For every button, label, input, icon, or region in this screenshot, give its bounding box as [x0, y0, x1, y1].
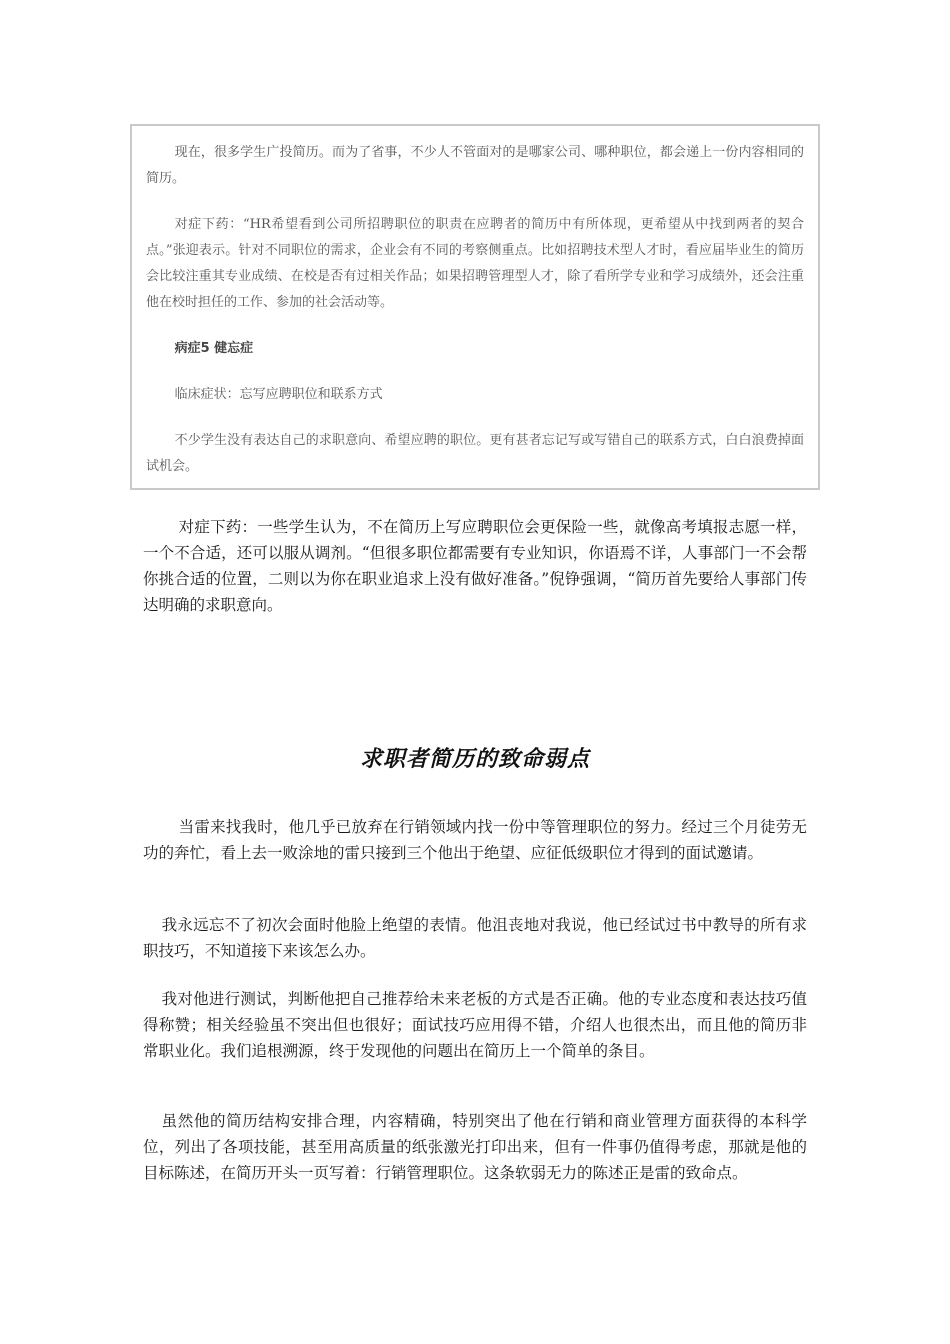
article-paragraph: 当雷来找我时，他几乎已放弃在行销领域内找一份中等管理职位的努力。经过三个月徒劳无功的奔忙，看上去一败涂地的雷只接到三个他出于绝望、应征低级职位才得到的面试邀请。: [143, 818, 807, 862]
article-paragraph: 虽然他的简历结构安排合理，内容精确，特别突出了他在行销和商业管理方面获得的本科学位，列出了各项技能，甚至用高质量的纸张激光打印出来，但有一件事仍值得考虑，那就是他的目标陈述，在简历开头一页写着：行销管理职位。这条软弱无力的陈述正是雷的致命点。: [143, 1112, 807, 1182]
article-paragraph: 我对他进行测试，判断他把自己推荐给未来老板的方式是否正确。他的专业态度和表达技巧值得称赞；相关经验虽不突出但也很好；面试技巧应用得不错，介绍人也很杰出，而且他的简历非常职业化。我们追根溯源，终于发现他的问题出在简历上一个简单的条目。: [143, 990, 807, 1060]
article-paragraph-block: [143, 814, 807, 866]
article-paragraph-block: [143, 1108, 807, 1186]
article-paragraph-block: [143, 912, 807, 964]
excerpt-paragraph: 不少学生没有表达自己的求职意向、希望应聘的职位。更有甚者忘记写或写错自己的联系方式，白白浪费掉面试机会。: [146, 433, 804, 474]
excerpt-paragraph: 临床症状：忘写应聘职位和联系方式: [174, 387, 383, 402]
article-paragraph-block: [143, 986, 807, 1064]
excerpt-paragraph: 现在，很多学生广投简历。而为了省事，不少人不管面对的是哪家公司、哪种职位，都会递上一份内容相同的简历。: [146, 145, 804, 186]
excerpt-paragraph: 对症下药：“HR希望看到公司所招聘职位的职责在应聘者的简历中有所体现，更希望从中找到两者的契合点。”张迎表示。针对不同职位的需求，企业会有不同的考察侧重点。比如招聘技术型人才时，看应届毕业生的简历会比较注重其专业成绩、在校是否有过相关作品；如果招聘管理型人才，除了看所学专业和学习成绩外，还会注重他在校时担任的工作、参加的社会活动等。: [146, 217, 804, 310]
article-paragraph: 我永远忘不了初次会面时他脸上绝望的表情。他沮丧地对我说，他已经试过书中教导的所有求职技巧，不知道接下来该怎么办。: [143, 916, 807, 960]
remedy-block: [143, 514, 807, 618]
article-title: 求职者简历的致命弱点: [359, 746, 590, 772]
remedy-paragraph: 对症下药：一些学生认为，不在简历上写应聘职位会更保险一些，就像高考填报志愿一样，一个不合适，还可以服从调剂。“但很多职位都需要有专业知识，你语焉不详，人事部门一不会帮你挑合适的位置，二则以为你在职业追求上没有做好准备。”倪铮强调，“简历首先要给人事部门传达明确的求职意向。: [143, 518, 807, 614]
quoted-excerpt-box: [130, 124, 820, 490]
symptom-heading: 病症5 健忘症: [174, 341, 254, 356]
